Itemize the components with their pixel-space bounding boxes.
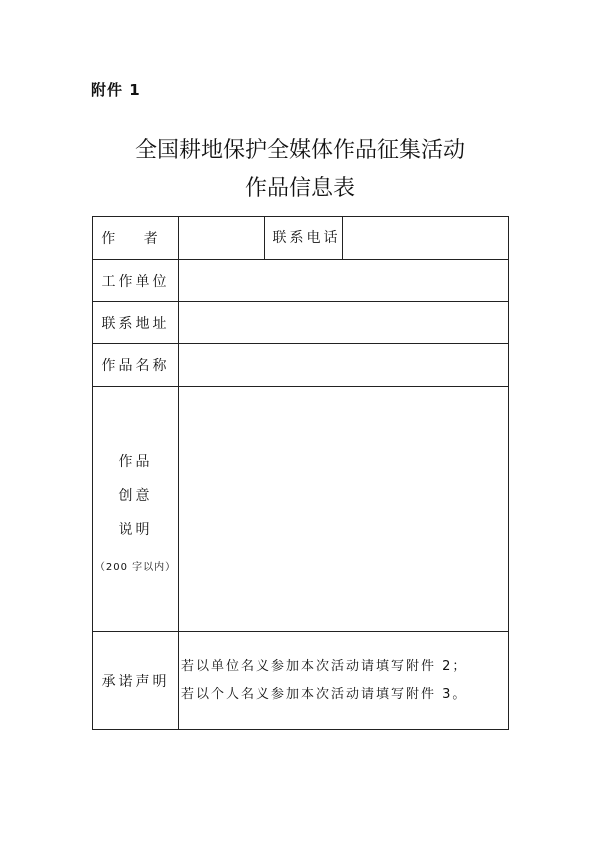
author-label: 作 者 bbox=[93, 217, 179, 260]
address-field[interactable] bbox=[179, 302, 509, 344]
author-field[interactable] bbox=[179, 217, 265, 260]
creative-label-line3: 说明 bbox=[118, 522, 153, 538]
info-form-table bbox=[92, 216, 509, 730]
work-name-field[interactable] bbox=[179, 344, 509, 387]
creative-description-field[interactable] bbox=[179, 387, 509, 632]
creative-word-limit-note: （200 字以内） bbox=[94, 562, 177, 573]
pledge-label: 承诺声明 bbox=[93, 632, 179, 730]
organization-field[interactable] bbox=[179, 260, 509, 302]
work-name-label: 作品名称 bbox=[93, 344, 179, 387]
pledge-line2: 若以个人名义参加本次活动请填写附件 3。 bbox=[181, 686, 468, 702]
organization-row bbox=[93, 260, 509, 302]
phone-label: 联系电话 bbox=[265, 217, 343, 260]
creative-description-label bbox=[93, 387, 179, 632]
phone-field[interactable] bbox=[343, 217, 509, 260]
pledge-content bbox=[179, 632, 509, 730]
attachment-label: 附件 1 bbox=[91, 81, 141, 99]
work-name-row bbox=[93, 344, 509, 387]
author-row bbox=[93, 217, 509, 260]
creative-row bbox=[93, 387, 509, 632]
page-subtitle: 作品信息表 bbox=[244, 176, 355, 201]
organization-label: 工作单位 bbox=[93, 260, 179, 302]
address-label: 联系地址 bbox=[93, 302, 179, 344]
creative-label-line1: 作品 bbox=[118, 454, 153, 470]
pledge-line1: 若以单位名义参加本次活动请填写附件 2； bbox=[181, 658, 468, 674]
page-title: 全国耕地保护全媒体作品征集活动 bbox=[134, 138, 465, 163]
address-row bbox=[93, 302, 509, 344]
pledge-row bbox=[93, 632, 509, 730]
creative-label-line2: 创意 bbox=[118, 488, 153, 504]
